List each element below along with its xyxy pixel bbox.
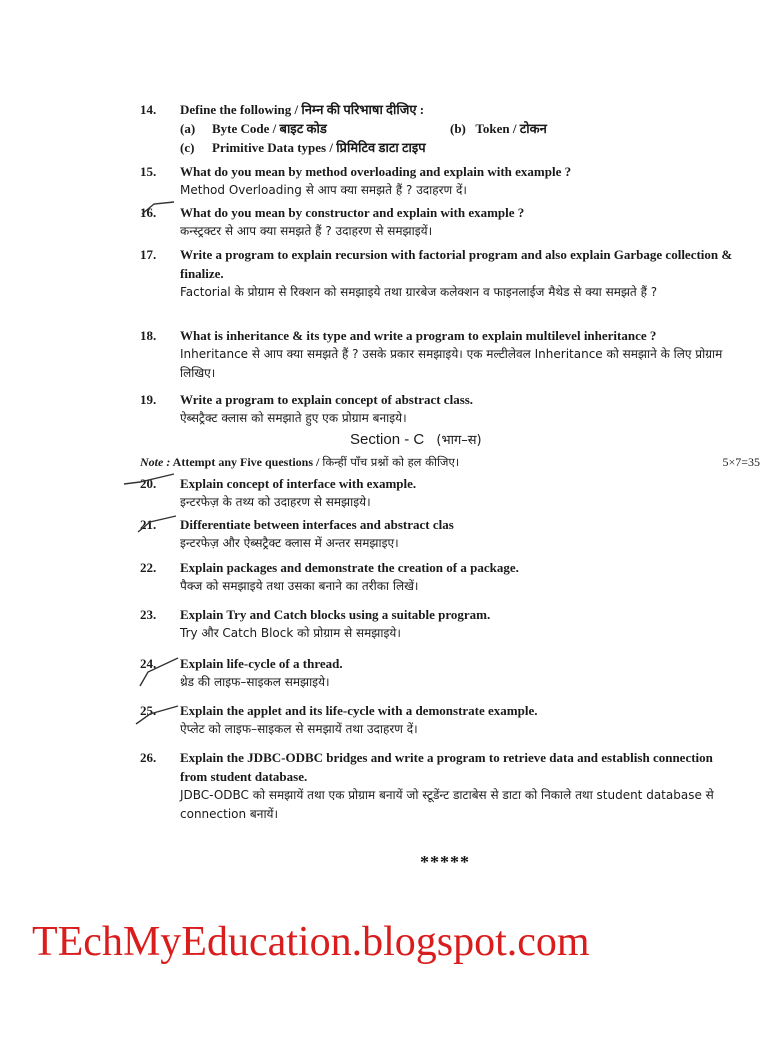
question-text: Explain concept of interface with example. <box>180 476 417 491</box>
question-number: 16. <box>140 205 157 220</box>
section-note <box>140 455 760 470</box>
question-text: Write a program to explain recursion with factorial program and also explain Garbage collection & finalize. <box>180 247 733 281</box>
question-text: Explain Try and Catch blocks using a suitable program. <box>180 607 491 622</box>
question-number: 20. <box>140 476 157 491</box>
sub-item-c: Primitive Data types / प्रिमिटिव डाटा टाइप <box>212 140 426 155</box>
end-marker: ***** <box>420 852 470 872</box>
question-text: What do you mean by constructor and explain with example ? <box>180 205 525 220</box>
question-19 <box>140 390 740 428</box>
question-number: 24. <box>140 656 157 671</box>
question-text: Define the following / निम्न की परिभाषा दीजिए : <box>180 102 425 117</box>
question-number: 21. <box>140 517 157 532</box>
question-text-hindi: Try और Catch Block को प्रोग्राम से समझाइये। <box>180 626 401 640</box>
tick-mark-icon <box>140 200 180 220</box>
question-number: 15. <box>140 164 157 179</box>
tick-mark-icon <box>120 470 180 492</box>
sub-items-row-2 <box>180 138 740 157</box>
sub-items-row-1 <box>180 119 740 138</box>
question-text: Differentiate between interfaces and abstract clas <box>180 517 454 532</box>
question-text-hindi: JDBC-ODBC को समझायें तथा एक प्रोग्राम बनायें जो स्टूडेंन्ट डाटाबेस से डाटा को निकाले तथा student database से connection बनायें। <box>180 788 714 821</box>
question-text-hindi: पैक्ज को समझाइये तथा उसका बनाने का तरीका लिखें। <box>180 579 419 593</box>
sub-item-a: Byte Code / बाइट कोड <box>212 121 327 136</box>
question-text: Explain the JDBC-ODBC bridges and write a program to retrieve data and establish connection from student database. <box>180 750 713 784</box>
question-text-hindi: कन्स्ट्रक्टर से आप क्या समझते हैं ? उदाहरण से समझाइयें। <box>180 224 433 238</box>
question-25 <box>140 701 740 739</box>
question-text-hindi: ऐप्लेट को लाइफ–साइकल से समझायें तथा उदाहरण दें। <box>180 722 418 736</box>
marks-scheme: 5×7=35 <box>722 455 760 469</box>
question-22 <box>140 558 740 596</box>
note-text-hindi: किन्हीं पाँच प्रश्नों को हल कीजिए। <box>322 455 460 469</box>
question-number: 25. <box>140 703 157 718</box>
question-23 <box>140 605 740 643</box>
tick-mark-icon <box>134 652 184 692</box>
section-title-en: Section - C <box>350 431 425 448</box>
sub-label-c: (c) <box>180 140 195 155</box>
question-18 <box>140 326 740 383</box>
question-text: What do you mean by method overloading and explain with example ? <box>180 164 572 179</box>
question-24 <box>140 654 740 692</box>
question-text-hindi: ऐब्सट्रैक्ट क्लास को समझाते हुए एक प्रोग्राम बनाइये। <box>180 411 407 425</box>
question-number: 17. <box>140 247 157 262</box>
question-21 <box>140 515 740 553</box>
question-number: 23. <box>140 607 157 622</box>
question-text: Write a program to explain concept of abstract class. <box>180 392 474 407</box>
section-title-hindi: (भाग–स) <box>436 433 482 448</box>
question-14 <box>140 100 740 157</box>
sub-item-b <box>450 119 547 138</box>
question-text: Explain life-cycle of a thread. <box>180 656 343 671</box>
section-title <box>350 430 482 448</box>
question-text-hindi: इन्टरफेज़ के तथ्य को उदाहरण से समझाइये। <box>180 495 371 509</box>
question-text: Explain packages and demonstrate the creation of a package. <box>180 560 519 575</box>
sub-label-b: (b) <box>450 121 466 136</box>
note-label: Note : <box>140 455 171 469</box>
question-text: What is inheritance & its type and write a program to explain multilevel inheritance ? <box>180 328 657 343</box>
question-text-hindi: इन्टरफेज़ और ऐब्सट्रैक्ट क्लास में अन्तर समझाइए। <box>180 536 399 550</box>
question-number: 22. <box>140 560 157 575</box>
question-15 <box>140 162 740 200</box>
sub-label-a: (a) <box>180 121 196 136</box>
question-number: 19. <box>140 392 157 407</box>
question-number: 14. <box>140 102 157 117</box>
note-text: Attempt any Five questions / <box>172 455 320 469</box>
question-17 <box>140 245 740 302</box>
question-text-hindi: थ्रेड की लाइफ–साइकल समझाइये। <box>180 675 330 689</box>
question-16 <box>140 203 740 241</box>
question-number: 26. <box>140 750 157 765</box>
tick-mark-icon <box>132 700 182 730</box>
watermark-url: TEchMyEducation.blogspot.com <box>32 919 590 965</box>
question-text-hindi: Inheritance से आप क्या समझते हैं ? उसके प्रकार समझाइये। एक मल्टीलेवल Inheritance को समझाने के लिए प्रोग्राम लिखिए। <box>180 347 723 380</box>
question-text-hindi: Factorial के प्रोग्राम से रिक्शन को समझाइये तथा ग्रारबेज कलेक्शन व फाइनलाईज मैथेड से क्या समझते हैं ? <box>180 285 658 299</box>
sub-item-b-text: Token / टोकन <box>475 121 547 136</box>
question-text-hindi: Method Overloading से आप क्या समझते हैं ? उदाहरण दें। <box>180 183 467 197</box>
question-number: 18. <box>140 328 157 343</box>
tick-mark-icon <box>134 510 184 540</box>
question-text: Explain the applet and its life-cycle with a demonstrate example. <box>180 703 538 718</box>
question-20 <box>140 474 740 512</box>
question-26 <box>140 748 740 824</box>
